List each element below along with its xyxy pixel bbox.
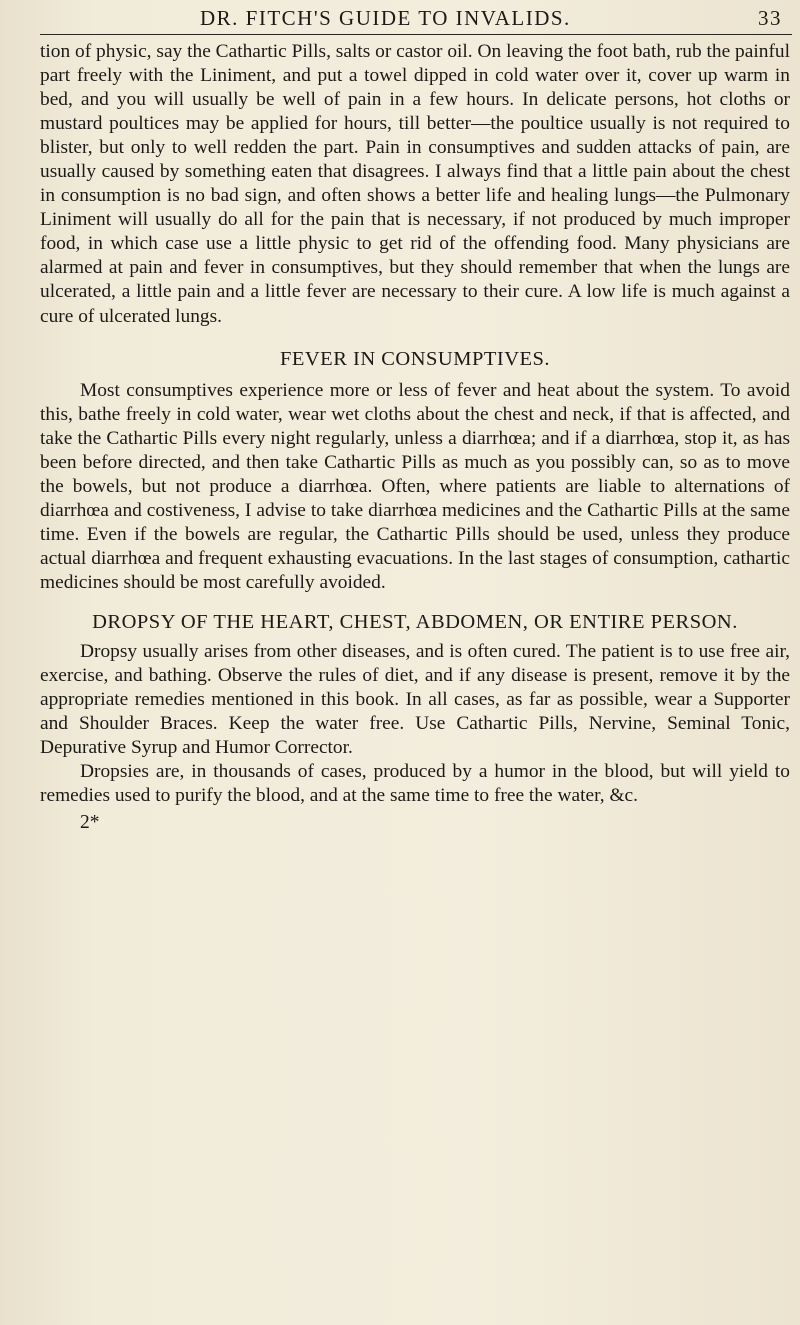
running-title: DR. FITCH'S GUIDE TO INVALIDS.	[200, 6, 571, 30]
paragraph-dropsy-1: Dropsy usually arises from other diseases, and is often cured. The patient is to use free air, exercise, and bathing. Observe the rules of diet, and if any disease is present, remove it by the appropriate remedies mentioned in this book. In all cases, as far as possible, wear a Supporter and Shoulder Braces. Keep the water free. Use Cathartic Pills, Nervine, Seminal Tonic, Depurative Syrup and Humor Corrector.	[40, 640, 790, 759]
heading-dropsy: DROPSY OF THE HEART, CHEST, ABDOMEN, OR ENTIRE PERSON.	[92, 610, 738, 633]
running-head	[40, 4, 792, 34]
paragraph-fever: Most consumptives experience more or less of fever and heat about the system. To avoid this, bathe freely in cold water, wear wet cloths about the chest and neck, if that is affected, and take the Cathartic Pills every night regularly, unless a diarrhœa; and if a diarrhœa, stop it, as has been before directed, and then take Cathartic Pills as much as you possibly can, so as to move the bowels, but not produce a diarrhœa. Often, where patients are liable to alternations of diarrhœa and costiveness, I advise to take diarrhœa medicines and the Cathartic Pills at the same time. Even if the bowels are regular, the Cathartic Pills should be used, unless they produce actual diarrhœa and frequent exhausting evacuations. In the last stages of consumption, cathartic medicines should be most carefully avoided.	[40, 379, 790, 593]
paragraph-pain-continued: tion of physic, say the Cathartic Pills, salts or castor oil. On leaving the foot bath, rub the painful part freely with the Liniment, and put a towel dipped in cold water over it, cover up warm in bed, and you will usually be well of pain in a few hours. In delicate persons, hot cloths or mustard poultices may be applied for hours, till better—the poultice usually is not required to blister, but only to well redden the part. Pain in consumptives and sudden attacks of pain, are usually caused by something eaten that disagrees. I always find that a little pain about the chest in consumption is no bad sign, and often shows a better life and healing lungs—the Pulmonary Liniment will usually do all for the pain that is necessary, if not produced by much improper food, in which case use a little physic to get rid of the offending food. Many physicians are alarmed at pain and fever in consumptives, but they should remember that when the lungs are ulcerated, a little pain and a little fever are necessary to their cure. A low life is much against a cure of ulcerated lungs.	[40, 41, 790, 327]
signature-mark: 2*	[80, 812, 100, 834]
heading-fever-in-consumptives: FEVER IN CONSUMPTIVES.	[279, 347, 551, 370]
page-number: 33	[758, 6, 782, 30]
body-text	[40, 40, 790, 834]
paragraph-dropsy-2: Dropsies are, in thousands of cases, produced by a humor in the blood, but will yield to remedies used to purify the blood, and at the same time to free the water, &c.	[40, 761, 790, 807]
header-rule	[40, 34, 792, 35]
